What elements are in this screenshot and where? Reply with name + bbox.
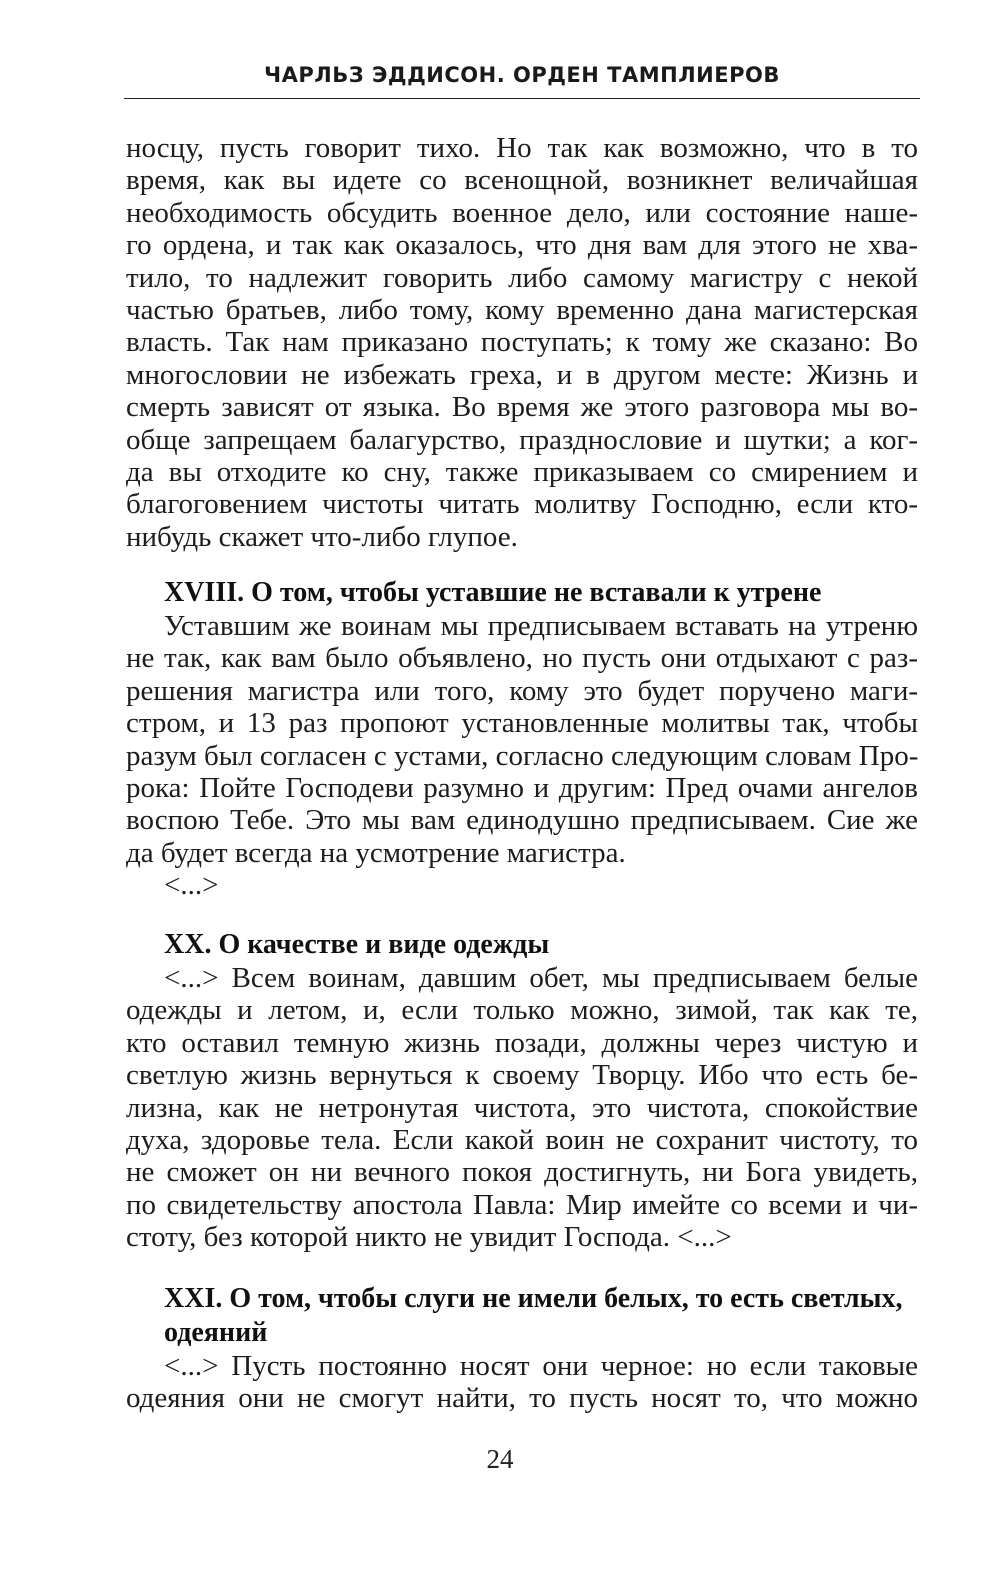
- text-line: многословии не избежать греха, и в другом месте: Жизнь и: [126, 358, 918, 391]
- text-line: да будет всегда на усмотрение магистра.: [126, 836, 626, 869]
- text-line: тило, то надлежит говорить либо самому магистру с некой: [126, 261, 918, 294]
- intro-paragraph: [126, 132, 918, 553]
- text-line: <...> Всем воинам, давшим обет, мы предписываем белые: [164, 962, 918, 994]
- header-rule: [124, 98, 920, 99]
- text-line: Уставшим же воинам мы предписываем вставать на утреню: [164, 610, 918, 642]
- running-header: ЧАРЛЬЗ ЭДДИСОН. ОРДЕН ТАМПЛИЕРОВ: [264, 63, 780, 87]
- text-line: стоту, без которой никто не увидит Господа. <...>: [126, 1221, 732, 1254]
- section-heading-continuation: одеяний: [164, 1317, 268, 1348]
- ellipsis: <...>: [164, 869, 219, 902]
- text-line: власть. Так нам приказано поступать; к тому же сказано: Во: [126, 326, 918, 359]
- text-line: да вы отходите ко сну, также приказываем со смирением и: [126, 456, 918, 489]
- text-line: благоговением чистоты читать молитву Господню, если кто-: [126, 488, 918, 521]
- text-line: духа, здоровье тела. Если какой воин не сохранит чистоту, то: [126, 1124, 918, 1157]
- text-line: го ордена, и так как оказалось, что дня вам для этого не хва-: [126, 229, 918, 262]
- text-line: решения магистра или того, кому это будет поручено маги-: [126, 674, 918, 707]
- text-line: нибудь скажет что-либо глупое.: [126, 520, 518, 553]
- section-heading: XX. О качестве и виде одежды: [164, 929, 550, 960]
- text-line: не так, как вам было объявлено, но пусть они отдыхают с раз-: [126, 642, 918, 675]
- section-20: [126, 928, 918, 1254]
- text-line: необходимость обсудить военное дело, или состояние наше-: [126, 196, 918, 229]
- text-line: кто оставил темную жизнь позади, должны через чистую и: [126, 1026, 918, 1059]
- text-line: стром, и 13 раз пропоют установленные молитвы так, чтобы: [126, 707, 918, 740]
- page-number: 24: [486, 1444, 514, 1474]
- text-line: время, как вы идете со всенощной, возникнет величайшая: [126, 164, 918, 197]
- section-21: [126, 1282, 918, 1415]
- text-line: разум был согласен с устами, согласно следующим словам Про-: [126, 739, 919, 772]
- section-heading: XVIII. О том, чтобы уставшие не вставали к утрене: [164, 577, 822, 608]
- text-line: частью братьев, либо тому, кому временно дана магистерская: [126, 294, 918, 327]
- text-line: рока: Пойте Господеви разумно и другим: Пред очами ангелов: [126, 772, 918, 805]
- text-line: одеяния они не смогут найти, то пусть носят то, что можно: [126, 1382, 918, 1415]
- text-line: лизна, как не нетронутая чистота, это чистота, спокойствие: [126, 1091, 918, 1124]
- text-line: светлую жизнь вернуться к своему Творцу. Ибо что есть бе-: [126, 1059, 918, 1092]
- text-line: не сможет он ни вечного покоя достигнуть, ни Бога увидеть,: [126, 1156, 918, 1189]
- text-line: <...> Пусть постоянно носят они черное: но если таковые: [164, 1350, 918, 1382]
- text-line: по свидетельству апостола Павла: Мир имейте со всеми и чи-: [126, 1188, 918, 1221]
- section-18: [126, 576, 918, 902]
- section-heading: XXI. О том, чтобы слуги не имели белых, то есть светлых,: [164, 1283, 903, 1314]
- text-line: смерть зависят от языка. Во время же этого разговора мы во-: [126, 391, 918, 424]
- text-line: одежды и летом, и, если только можно, зимой, так как те,: [126, 994, 918, 1027]
- text-line: обще запрещаем балагурство, празднословие и шутки; а ког-: [126, 423, 918, 456]
- text-line: воспою Тебе. Это мы вам единодушно предписываем. Сие же: [126, 804, 918, 837]
- text-line: носцу, пусть говорит тихо. Но так как возможно, что в то: [126, 132, 918, 164]
